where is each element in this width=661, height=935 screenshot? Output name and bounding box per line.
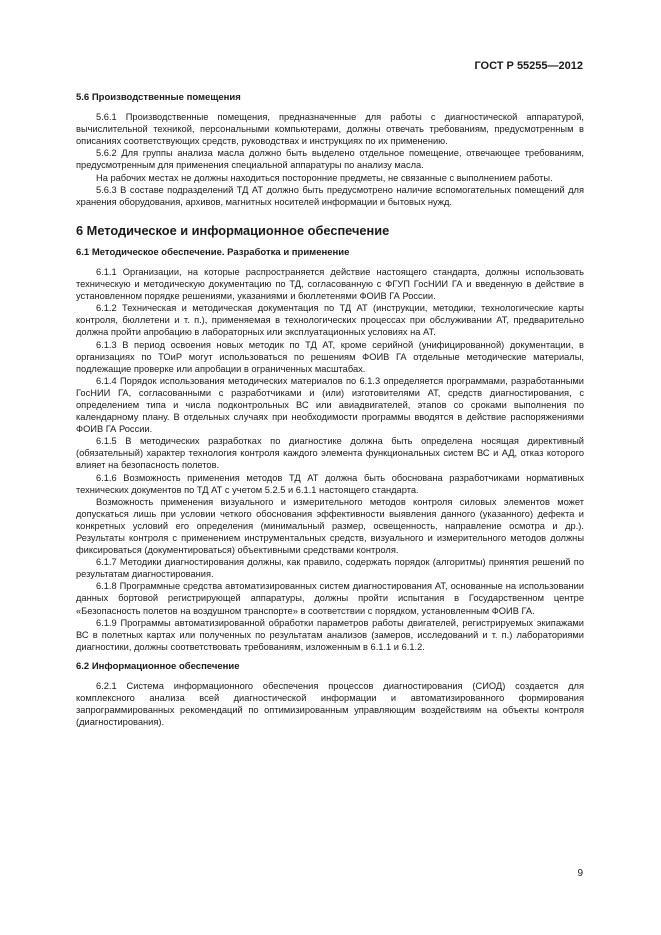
paragraph-6-1-6-cont: Возможность применения визуального и измерительного методов контроля силовых элементов может допускаться лишь при условии четкого обоснования эффективности выявления данного (указанного) дефекта и конкретных условий его определения (минимальный размер, освещенность, направление осмотра и др.). Результаты контроля с применением инструментальных средств, визуального и измерительного методов должны фиксироваться (документироваться) объективными средствами контроля. (76, 496, 584, 556)
paragraph-5-6-2-cont: На рабочих местах не должны находиться посторонние предметы, не связанные с выполнением работы. (96, 172, 553, 183)
paragraph-6-2-1: 6.2.1 Система информационного обеспечения процессов диагностирования (СИОД) создается для комплексного анализа всей диагностической информации и автоматизированного формирования запрограммированных рекомендаций по оптимизированным управляющим воздействиям на объекты контроля (диагностирования). (76, 681, 584, 728)
paragraph-5-6-1: 5.6.1 Производственные помещения, предназначенные для работы с диагностической аппаратурой, вычислительной техникой, персональными компьютерами, должны отвечать требованиям, предусмотренным в описаниях соответствующих средств, руководствах и инструкциях по их применению. (76, 112, 584, 147)
paragraph-6-1-1: 6.1.1 Организации, на которые распространяется действие настоящего стандарта, должны использовать техническую и методическую документацию по ТД, согласованную с ФГУП ГосНИИ ГА и введенную в действие в установленном порядке решениями, указаниями и бюллетенями ФОИВ ГА России. (76, 266, 584, 302)
section-heading-6-1: 6.1 Методическое обеспечение. Разработка и применение (76, 246, 350, 258)
paragraph-5-6-3: 5.6.3 В составе подразделений ТД АТ должно быть предусмотрено наличие вспомогательных помещений для хранения оборудования, архивов, магнитных носителей информации и бытовых нужд. (76, 184, 584, 207)
chapter-heading-6: 6 Методическое и информационное обеспечение (76, 222, 390, 238)
page-number: 9 (577, 868, 583, 879)
paragraph-6-1-4: 6.1.4 Порядок использования методических материалов по 6.1.3 определяется программами, разработанными ГосНИИ ГА, согласованными с разработчиками и (или) изготовителями АТ, средств диагностирования, с определением типа и числа подконтрольных ВС или авиадвигателей, этапов со сроками выполнения по календарному плану. В отдельных случаях при необходимости программы вводятся в действие распоряжениями ФОИВ ГА России. (76, 375, 584, 435)
paragraph-6-1-3: 6.1.3 В период освоения новых методик по ТД АТ, кроме серийной (унифицированной) документации, в организациях по ТОиР могут использоваться по решениям ФОИВ ГА отдельные методические материалы, подлежащие проверке или апробации в ограниченных масштабах. (76, 339, 584, 374)
paragraph-6-1-7: 6.1.7 Методики диагностирования должны, как правило, содержать порядок (алгоритмы) принятия решений по результатам диагностирования. (76, 557, 584, 580)
paragraph-6-1-8: 6.1.8 Программные средства автоматизированных систем диагностирования АТ, основанные на использовании данных бортовой регистрирующей аппаратуры, должны пройти испытания в Государственном центре «Безопасность полетов на воздушном транспорте» в соответствии с порядком, установленным ФОИВ ГА. (76, 581, 584, 616)
section-heading-6-2: 6.2 Информационное обеспечение (76, 660, 240, 672)
paragraph-6-1-6: 6.1.6 Возможность применения методов ТД АТ должна быть обоснована разработчиками нормативных технических документов по ТД АТ с учетом 5.2.5 и 6.1.1 настоящего стандарта. (76, 472, 584, 495)
section-heading-5-6: 5.6 Производственные помещения (76, 92, 241, 103)
paragraph-6-1-2: 6.1.2 Техническая и методическая документация по ТД АТ (инструкции, методики, технологические карты контроля, бюллетени и т. п.), применяемая в технологических процессах при обслуживании АТ, предварительно должна пройти апробацию в лабораторных или эксплуатационных условиях на АТ. (76, 303, 584, 338)
paragraph-5-6-2: 5.6.2 Для группы анализа масла должно быть выделено отдельное помещение, отвечающее требованиям, предусмотренным для применения специальной аппаратуры по анализу масла. (76, 148, 584, 171)
document-content (76, 92, 584, 728)
paragraph-6-1-9: 6.1.9 Программы автоматизированной обработки параметров работы двигателей, регистрируемых экипажами ВС в полетных картах или полученных по результатам анализов (замеров, исследований и т. п.) лабораториями диагностики, должны соответствовать требованиям, изложенным в 6.1.1 и 6.1.2. (76, 617, 584, 652)
document-header: ГОСТ Р 55255—2012 (474, 60, 583, 72)
paragraph-6-1-5: 6.1.5 В методических разработках по диагностике должна быть определена носящая директивный (обязательный) характер технология контроля каждого элемента функциональных систем ВС и АД, отказ которого влияет на безопасность полетов. (76, 436, 584, 471)
